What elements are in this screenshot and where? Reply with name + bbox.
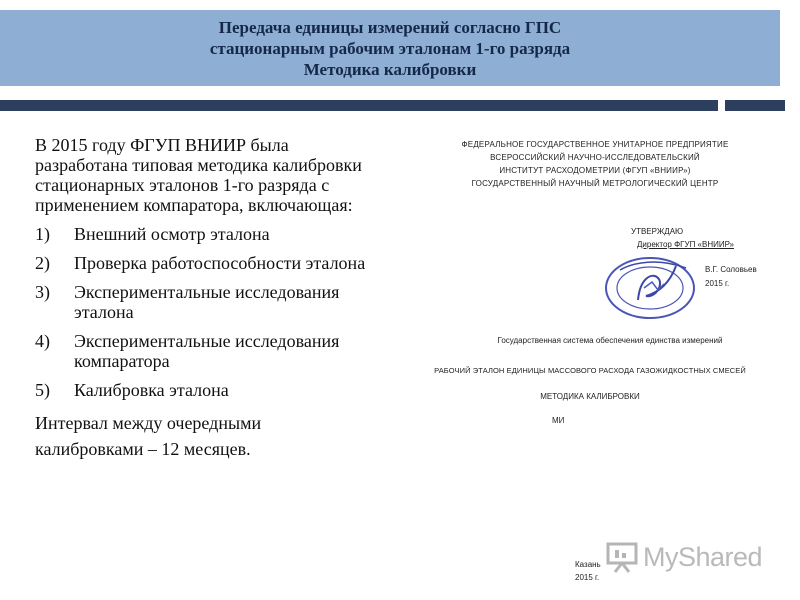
step-number: 1) (35, 224, 50, 244)
list-item (35, 331, 370, 371)
step-text: Калибровка эталона (74, 380, 229, 400)
approve-name: В.Г. Соловьев (705, 265, 757, 274)
org-line: ВСЕРОССИЙСКИЙ НАУЧНО-ИССЛЕДОВАТЕЛЬСКИЙ (490, 153, 700, 162)
list-item (35, 380, 370, 400)
method-title: МЕТОДИКА КАЛИБРОВКИ (540, 392, 640, 401)
presentation-board-icon (605, 540, 639, 574)
step-text: Экспериментальные исследования эталона (74, 282, 340, 322)
org-line: ГОСУДАРСТВЕННЫЙ НАУЧНЫЙ МЕТРОЛОГИЧЕСКИЙ ЦЕНТР (471, 179, 719, 188)
mi-code: МИ (552, 416, 565, 425)
organization-header (445, 138, 745, 190)
gsi-line: Государственная система обеспечения единства измерений (497, 336, 723, 345)
city-name: Казань (575, 560, 601, 569)
steps-list (35, 224, 370, 400)
list-item (35, 224, 370, 244)
step-text: Проверка работоспособности эталона (74, 253, 366, 273)
step-number: 3) (35, 282, 50, 302)
document-city-year (575, 558, 601, 584)
seal-and-signature-icon (600, 248, 705, 323)
slide-body-text (35, 135, 370, 462)
list-item (35, 253, 370, 273)
step-number: 2) (35, 253, 50, 273)
org-line: ИНСТИТУТ РАСХОДОМЕТРИИ (ФГУП «ВНИИР») (499, 166, 691, 175)
etalon-title: РАБОЧИЙ ЭТАЛОН ЕДИНИЦЫ МАССОВОГО РАСХОДА ГАЗОЖИДКОСТНЫХ СМЕСЕЙ (434, 366, 746, 375)
header-line-3: Методика калибровки (303, 59, 477, 79)
intro-paragraph: В 2015 году ФГУП ВНИИР была разработана типовая методика калибровки стационарных эталонов 1-го разряда с применением компаратора, включающая: (35, 135, 362, 215)
step-number: 5) (35, 380, 50, 400)
org-line: ФЕДЕРАЛЬНОЕ ГОСУДАРСТВЕННОЕ УНИТАРНОЕ ПРЕДПРИЯТИЕ (461, 140, 729, 149)
header-divider-right (725, 100, 785, 111)
header-line-1: Передача единицы измерений согласно ГПС (218, 17, 562, 37)
myshared-watermark (605, 538, 775, 576)
list-item (35, 282, 370, 322)
header-divider (0, 100, 718, 111)
step-text: Экспериментальные исследования компаратора (74, 331, 340, 371)
approve-role: Директор ФГУП «ВНИИР» (637, 240, 734, 249)
approve-year: 2015 г. (705, 279, 730, 288)
header-line-2: стационарным рабочим эталонам 1-го разряда (209, 38, 571, 58)
approve-title: УТВЕРЖДАЮ (631, 227, 684, 236)
city-year: 2015 г. (575, 573, 600, 582)
interval-paragraph: Интервал между очередными калибровками – 12 месяцев. (35, 413, 262, 459)
step-number: 4) (35, 331, 50, 351)
watermark-text: MyShared (643, 541, 763, 572)
document-title-page-image (400, 130, 780, 590)
slide-header (0, 10, 780, 86)
step-text: Внешний осмотр эталона (74, 224, 270, 244)
